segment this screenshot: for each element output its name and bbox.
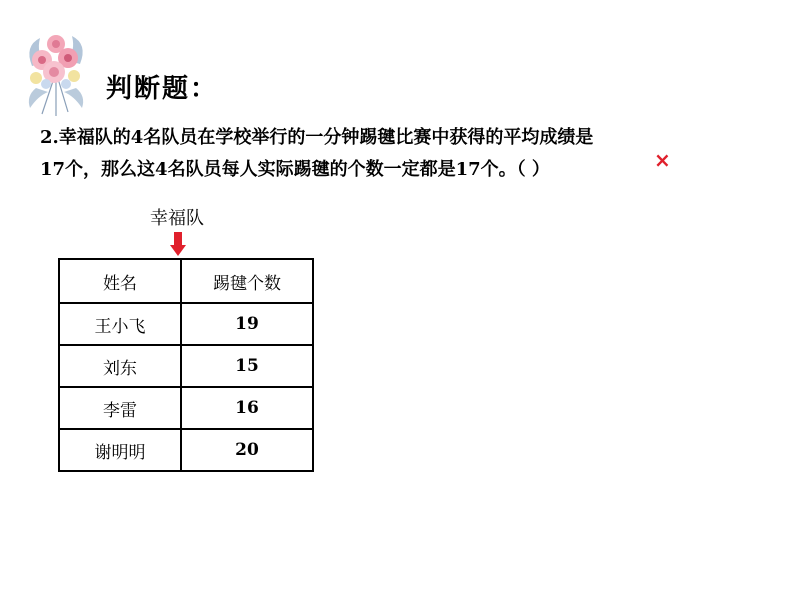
table-header-row	[59, 259, 313, 303]
cell-name: 王小飞	[59, 303, 181, 345]
cell-name: 谢明明	[59, 429, 181, 471]
cell-name: 刘东	[59, 345, 181, 387]
flower-bouquet-icon	[22, 26, 90, 118]
section-heading: 判断题：	[106, 74, 219, 104]
cell-count: 16	[181, 387, 313, 429]
header-name: 姓名	[59, 259, 181, 303]
header-count: 踢毽个数	[181, 259, 313, 303]
cell-name: 李雷	[59, 387, 181, 429]
question-line-1: 2.幸福队的4名队员在学校举行的一分钟踢毽比赛中获得的平均成绩是	[40, 127, 594, 148]
question-text	[40, 122, 740, 186]
cell-count: 20	[181, 429, 313, 471]
team-label: 幸福队	[150, 208, 204, 229]
question-line-2: 17个，那么这4名队员每人实际踢毽的个数一定都是17个。（ ）	[40, 159, 550, 180]
table-row	[59, 303, 313, 345]
cell-count: 19	[181, 303, 313, 345]
table-row	[59, 387, 313, 429]
cell-count: 15	[181, 345, 313, 387]
score-table	[58, 258, 314, 472]
answer-cross-mark: ×	[654, 148, 671, 172]
table-row	[59, 429, 313, 471]
table-row	[59, 345, 313, 387]
down-arrow-icon	[170, 232, 186, 256]
